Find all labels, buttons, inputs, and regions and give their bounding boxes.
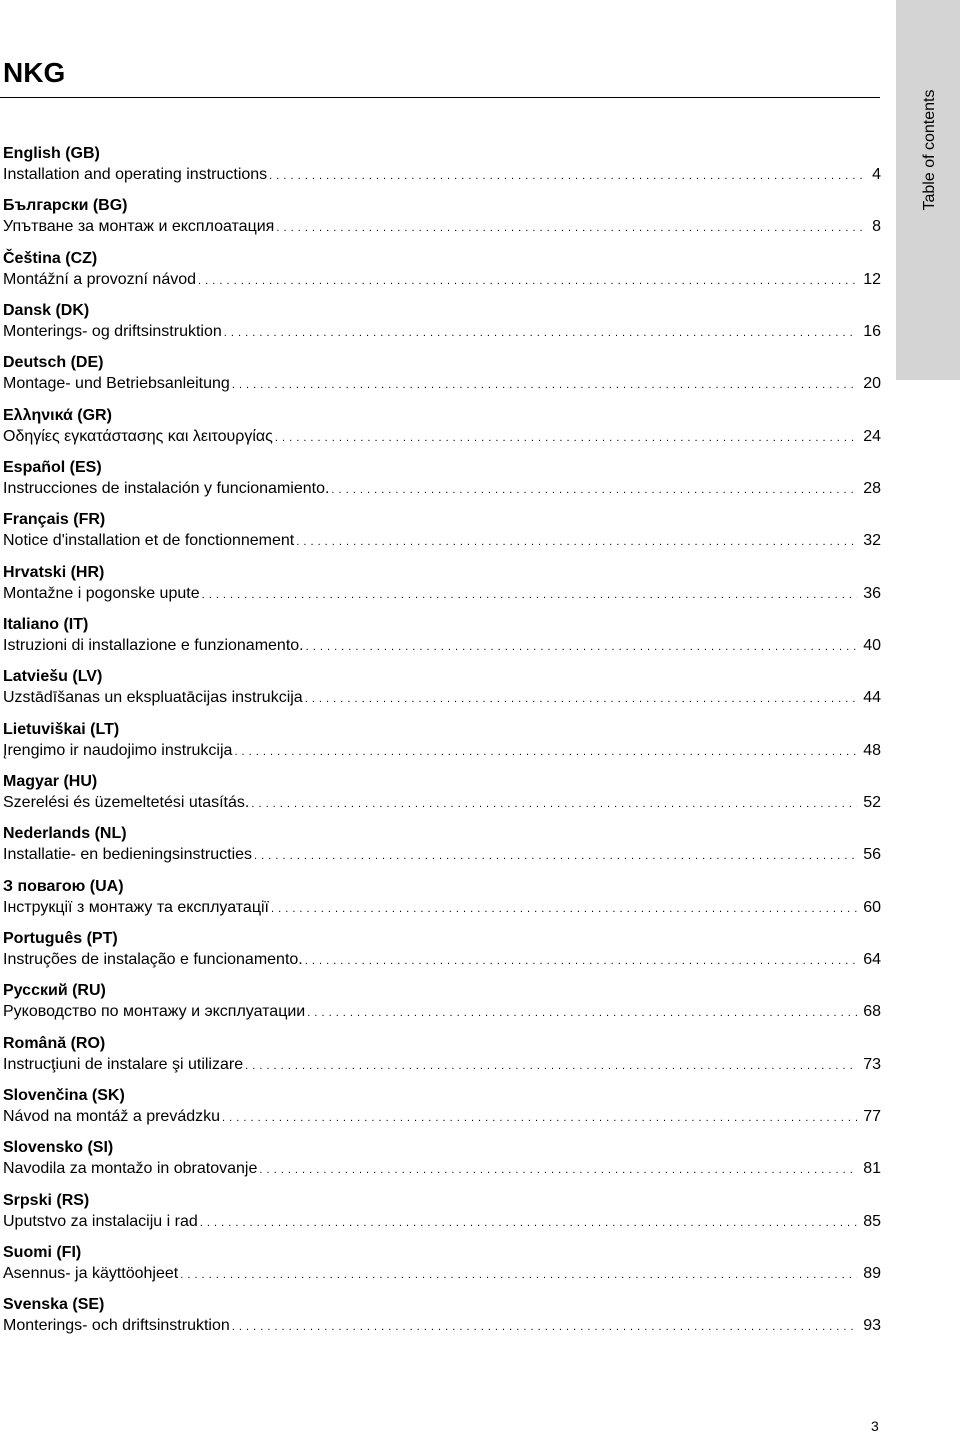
toc-page-number: 36 [863,584,881,602]
toc-dot-leader [305,689,858,710]
toc-page-number: 85 [863,1212,881,1230]
toc-page-number: 81 [863,1160,881,1178]
toc-page-number: 44 [863,689,881,707]
toc-description: Installation and operating instructions [3,166,268,183]
toc-entry[interactable] [3,980,881,1032]
toc-language-heading: Español (ES) [3,458,102,476]
toc-page-number: 24 [863,427,881,445]
toc-description: Monterings- og driftsinstruktion [3,322,222,340]
toc-description: Instruções de instalação e funcionamento. [3,950,303,968]
toc-entry[interactable] [3,614,881,666]
toc-dot-leader [271,899,857,920]
toc-description: Montážní a provozní návod [3,270,197,288]
toc-dot-leader [222,1108,857,1129]
toc-dot-leader [331,480,857,501]
toc-language-heading: Hrvatski (HR) [3,563,105,581]
toc-description: Szerelési és üzemeltetési utasítás. [3,793,250,811]
document-title: NKG [3,57,66,88]
toc-description: Monterings- och driftsinstruktion [3,1317,230,1335]
toc-description: Οδηγίες εγκατάστασης και λειτουργίας [3,427,273,445]
toc-page-number: 73 [863,1055,881,1073]
toc-line[interactable] [3,583,881,604]
toc-page-number: 4 [872,166,881,183]
side-tab-label: Table of contents [921,89,938,211]
toc-dot-leader [254,846,857,867]
toc-line[interactable] [3,321,881,342]
toc-dot-leader [307,1003,857,1024]
toc-dot-leader [306,637,858,658]
toc-language-heading: Latviešu (LV) [3,668,103,686]
toc-description: Instrucţiuni de instalare şi utilizare [3,1055,244,1073]
toc-language-heading: Svenska (SE) [3,1296,105,1314]
toc-entry[interactable] [3,248,881,300]
toc-dot-leader [245,1056,857,1077]
toc-page-number: 64 [863,950,881,968]
toc-language-heading: Français (FR) [3,511,106,529]
toc-description: Упътване за монтаж и експлоатация [3,218,275,236]
toc-dot-leader [275,428,857,449]
toc-entry[interactable] [3,562,881,614]
toc-entry[interactable] [3,1190,881,1242]
toc-language-heading: Nederlands (NL) [3,825,127,843]
toc-page-number: 12 [863,270,881,288]
toc-page-number: 40 [863,636,881,654]
toc-line[interactable] [3,530,881,551]
toc-description: Руководство по монтажу и эксплуатации [3,1003,306,1021]
toc-line[interactable] [3,792,881,813]
toc-description: Įrengimo ir naudojimo instrukcija [3,741,233,759]
toc-entry[interactable] [3,1033,881,1085]
toc-page-number: 68 [863,1003,881,1021]
toc-language-heading: Ελληνικά (GR) [3,406,112,424]
toc-description: Uzstādīšanas un ekspluatācijas instrukcija [3,689,303,707]
toc-page-number: 52 [863,793,881,811]
toc-description: Asennus- ja käyttöohjeet [3,1264,179,1282]
toc-line[interactable] [3,740,881,761]
toc-description: Інструкції з монтажу та експлуатації [3,898,269,916]
toc-line[interactable] [3,1054,881,1075]
toc-line[interactable] [3,1158,881,1179]
toc-page-number: 77 [863,1107,881,1125]
toc-description: Instrucciones de instalación y funcionamiento. [3,479,330,497]
toc-dot-leader [276,218,866,239]
toc-line[interactable] [3,426,881,447]
toc-line[interactable] [3,949,881,970]
toc-dot-leader [200,1213,857,1234]
title-divider [0,97,880,98]
page-number: 3 [871,1418,879,1434]
toc-page-number: 60 [863,898,881,916]
toc-language-heading: English (GB) [3,145,100,162]
toc-language-heading: Magyar (HU) [3,772,98,790]
toc-dot-leader [198,271,857,292]
toc-language-heading: Dansk (DK) [3,301,90,319]
toc-dot-leader [232,1317,857,1338]
toc-description: Istruzioni di installazione e funzionamento. [3,636,304,654]
toc-line[interactable] [3,164,881,185]
table-of-contents [3,143,881,1347]
toc-line[interactable] [3,478,881,499]
toc-page-number: 16 [863,322,881,340]
toc-page-number: 56 [863,846,881,864]
toc-line[interactable] [3,1001,881,1022]
toc-language-heading: Slovensko (SI) [3,1139,114,1157]
toc-entry[interactable] [3,143,881,195]
toc-description: Uputstvo za instalaciju i rad [3,1212,198,1230]
toc-language-heading: Български (BG) [3,197,128,215]
toc-dot-leader [202,585,858,606]
toc-language-heading: Română (RO) [3,1034,106,1052]
toc-dot-leader [251,794,857,815]
toc-line[interactable] [3,1315,881,1336]
toc-dot-leader [259,1160,857,1181]
toc-language-heading: Русский (RU) [3,982,106,1000]
toc-line[interactable] [3,373,881,394]
toc-description: Installatie- en bedieningsinstructies [3,846,253,864]
toc-line[interactable] [3,269,881,290]
toc-description: Návod na montáž a prevádzku [3,1107,221,1125]
toc-page-number: 8 [872,218,881,236]
toc-description: Montažne i pogonske upute [3,584,200,602]
toc-language-heading: Italiano (IT) [3,615,89,633]
toc-entry[interactable] [3,405,881,457]
toc-line[interactable] [3,897,881,918]
toc-line[interactable] [3,844,881,865]
toc-page-number: 89 [863,1264,881,1282]
toc-dot-leader [269,166,866,187]
toc-line[interactable] [3,635,881,656]
toc-entry[interactable] [3,876,881,928]
toc-language-heading: Slovenčina (SK) [3,1086,125,1104]
toc-entry[interactable] [3,509,881,561]
toc-language-heading: Lietuviškai (LT) [3,720,120,738]
toc-dot-leader [224,323,857,344]
toc-line[interactable] [3,1211,881,1232]
toc-entry[interactable] [3,666,881,718]
toc-line[interactable] [3,687,881,708]
toc-line[interactable] [3,216,881,237]
toc-dot-leader [234,742,857,763]
toc-entry[interactable] [3,1242,881,1294]
toc-page-number: 48 [863,741,881,759]
toc-page-number: 28 [863,479,881,497]
toc-entry[interactable] [3,1137,881,1189]
toc-language-heading: Deutsch (DE) [3,354,104,372]
toc-entry[interactable] [3,928,881,980]
toc-language-heading: З повагою (UA) [3,877,124,895]
toc-entry[interactable] [3,771,881,823]
toc-line[interactable] [3,1106,881,1127]
toc-language-heading: Português (PT) [3,929,118,947]
toc-description: Montage- und Betriebsanleitung [3,375,230,393]
toc-entry[interactable] [3,195,881,247]
toc-language-heading: Čeština (CZ) [3,249,98,267]
toc-language-heading: Srpski (RS) [3,1191,90,1209]
toc-entry[interactable] [3,823,881,875]
toc-dot-leader [232,375,857,396]
toc-dot-leader [296,532,857,553]
toc-entry[interactable] [3,457,881,509]
toc-description: Navodila za montažo in obratovanje [3,1160,258,1178]
toc-language-heading: Suomi (FI) [3,1243,82,1261]
toc-page-number: 32 [863,532,881,550]
toc-dot-leader [305,951,857,972]
toc-dot-leader [180,1265,857,1286]
toc-entry[interactable] [3,352,881,404]
toc-page-number: 93 [863,1317,881,1335]
toc-entry[interactable] [3,300,881,352]
toc-page-number: 20 [863,375,881,393]
toc-entry[interactable] [3,719,881,771]
toc-entry[interactable] [3,1294,881,1346]
toc-line[interactable] [3,1263,881,1284]
toc-entry[interactable] [3,1085,881,1137]
toc-description: Notice d'installation et de fonctionnement [3,532,295,550]
